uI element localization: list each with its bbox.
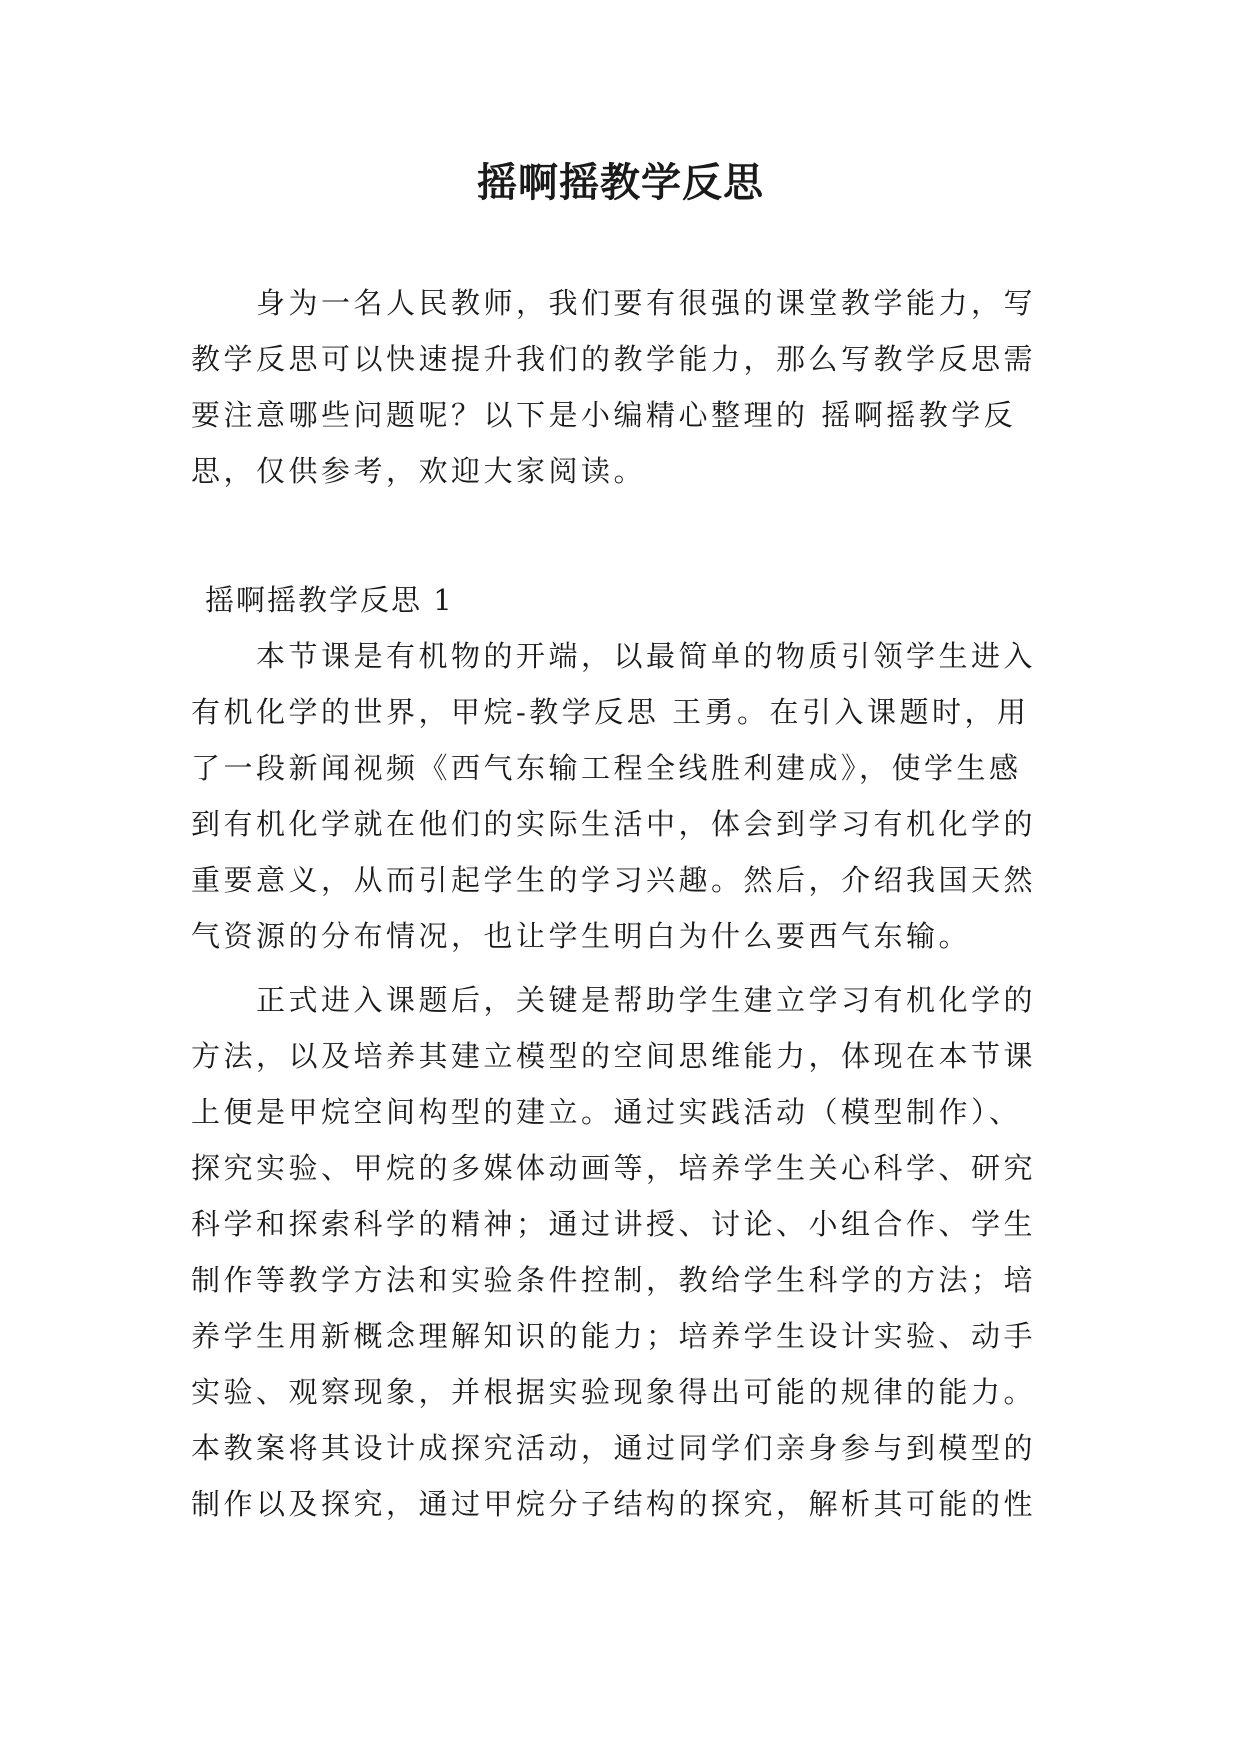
paragraph-line: 正式进入课题后，关键是帮助学生建立学习有机化学的 <box>256 983 1037 1017</box>
paragraph-line: 制作等教学方法和实验条件控制，教给学生科学的方法；培 <box>191 1263 1037 1297</box>
paragraph-line: 制作以及探究，通过甲烷分子结构的探究，解析其可能的性 <box>191 1487 1037 1521</box>
paragraph-line: 本教案将其设计成探究活动，通过同学们亲身参与到模型的 <box>191 1431 1037 1465</box>
paragraph-line: 养学生用新概念理解知识的能力；培养学生设计实验、动手 <box>191 1319 1037 1353</box>
paragraph-line: 到有机化学就在他们的实际生活中，体会到学习有机化学的 <box>191 807 1037 841</box>
paragraph-line: 科学和探索科学的精神；通过讲授、讨论、小组合作、学生 <box>191 1207 1037 1241</box>
section-heading: 摇啊摇教学反思 1 <box>205 583 454 617</box>
paragraph-line: 了一段新闻视频《西气东输工程全线胜利建成》，使学生感 <box>191 751 1022 785</box>
intro-line: 身为一名人民教师，我们要有很强的课堂教学能力，写 <box>256 286 1037 320</box>
intro-line: 思，仅供参考，欢迎大家阅读。 <box>191 454 647 488</box>
paragraph-line: 探究实验、甲烷的多媒体动画等，培养学生关心科学、研究 <box>191 1151 1037 1185</box>
paragraph-line: 气资源的分布情况，也让学生明白为什么要西气东输。 <box>191 919 972 953</box>
intro-line: 要注意哪些问题呢？以下是小编精心整理的 摇啊摇教学反 <box>191 398 1017 432</box>
paragraph-line: 实验、观察现象，并根据实验现象得出可能的规律的能力。 <box>191 1375 1037 1409</box>
paragraph-line: 上便是甲烷空间构型的建立。通过实践活动（模型制作）、 <box>191 1095 1022 1129</box>
paragraph-line: 有机化学的世界，甲烷-教学反思 王勇。在引入课题时，用 <box>191 695 1030 729</box>
paragraph-line: 方法，以及培养其建立模型的空间思维能力，体现在本节课 <box>191 1039 1037 1073</box>
paragraph-line: 本节课是有机物的开端，以最简单的物质引领学生进入 <box>256 639 1037 673</box>
document-title: 摇啊摇教学反思 <box>477 159 764 206</box>
intro-line: 教学反思可以快速提升我们的教学能力，那么写教学反思需 <box>191 342 1037 376</box>
paragraph-line: 重要意义，从而引起学生的学习兴趣。然后，介绍我国天然 <box>191 863 1037 897</box>
